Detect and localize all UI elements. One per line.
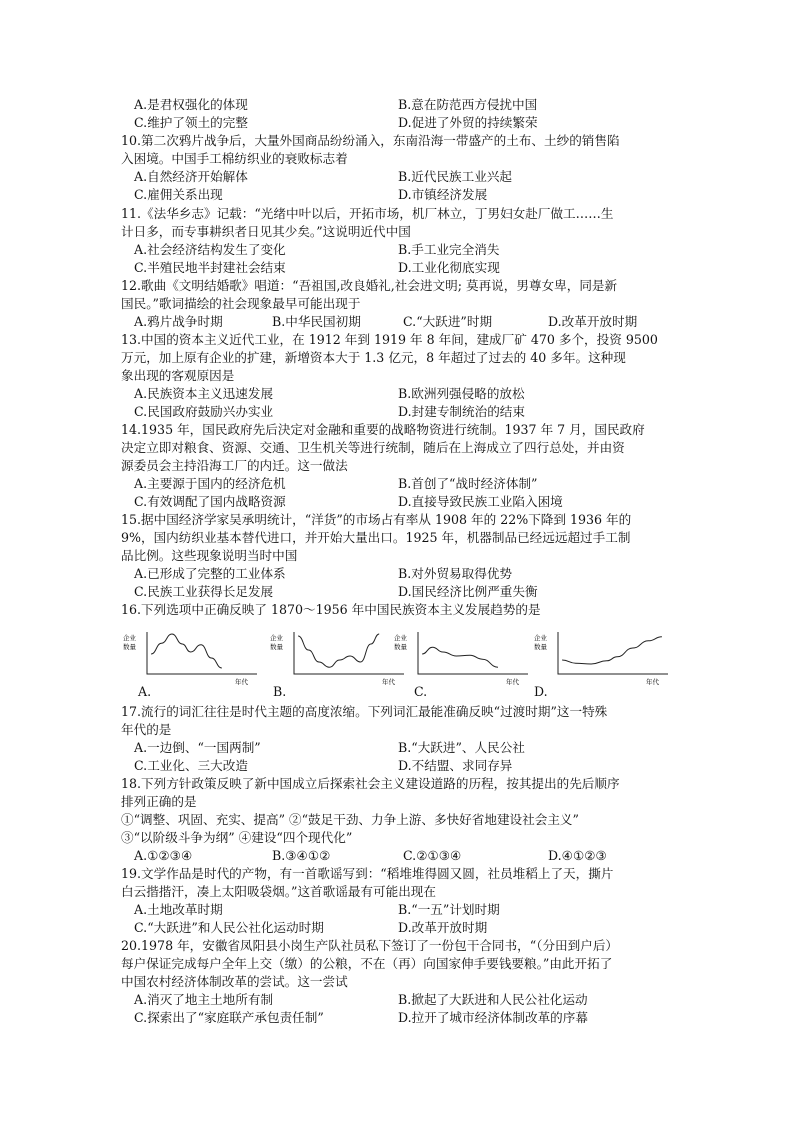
graph-ylabel-top: 企业 [394, 634, 407, 642]
answer-option: C.雇佣关系出现 [134, 187, 223, 202]
answer-option: C.民国政府鼓励兴办实业 [134, 404, 274, 419]
answer-option: C.②①③④ [403, 848, 462, 863]
graph-axes [558, 632, 668, 674]
answer-option: B.欧洲列强侵略的放松 [398, 386, 525, 401]
question-text-line: 白云揩揩汗，凑上太阳吸袋烟。”这首歌谣最有可能出现在 [121, 884, 436, 899]
question-text-line: 入困境。中国手工棉纺织业的衰败标志着 [121, 151, 348, 166]
question-text-line: ①“调整、巩固、充实、提高” ②“鼓足干劲、力争上游、多快好省地建设社会主义” [121, 812, 579, 827]
trend-graph-option [532, 628, 672, 684]
trend-graph-option [392, 628, 532, 684]
graph-ylabel-bottom: 数量 [394, 643, 407, 651]
answer-option: B.近代民族工业兴起 [398, 169, 513, 184]
question-text-line: 17.流行的词汇往往是时代主题的高度浓缩。下列词汇最能准确反映“过渡时期”这一特殊 [121, 704, 608, 719]
answer-option: B.对外贸易取得优势 [398, 566, 513, 581]
graph-option-label: D. [534, 684, 548, 699]
trend-curve [151, 634, 222, 668]
answer-option: D.促进了外贸的持续繁荣 [398, 115, 538, 130]
answer-option: B.中华民国初期 [272, 314, 361, 329]
answer-option: B.意在防范西方侵扰中国 [398, 97, 538, 112]
answer-option: D.④①②③ [548, 848, 607, 863]
graph-ylabel-bottom: 数量 [123, 643, 136, 651]
trend-curve [422, 647, 498, 667]
answer-option: C.“大跃进”和人民公社化运动时期 [134, 920, 324, 935]
answer-option: A.一边倒、“一国两制” [134, 740, 261, 755]
trend-graph-svg [392, 628, 532, 684]
question-text-line: 年代的是 [121, 722, 172, 737]
trend-graph-svg [268, 628, 408, 684]
answer-option: B.掀起了大跃进和人民公社化运动 [398, 992, 588, 1007]
graph-axes [418, 632, 528, 674]
trend-curve [298, 634, 379, 667]
answer-option: D.工业化彻底实现 [398, 260, 500, 275]
question-text-line: 国民。”歌词描绘的社会现象最早可能出现于 [121, 296, 361, 311]
question-text-line: 9%，国内纺织业基本替代进口，并开始大量出口。1925 年，机器制品已经远远超过手工制 [121, 530, 631, 545]
answer-option: A.①②③④ [134, 848, 193, 863]
trend-graph-option [121, 628, 261, 684]
question-text-line: ③“以阶级斗争为纲” ④建设“四个现代化” [121, 830, 353, 845]
graph-ylabel-top: 企业 [534, 634, 547, 642]
question-text-line: 10.第二次鸦片战争后，大量外国商品纷纷涌入，东南沿海一带盛产的土布、土纱的销售陷 [121, 133, 620, 148]
graph-axes [147, 632, 257, 674]
question-text-line: 每户保证完成每户全年上交（缴）的公粮，不在（再）向国家伸手要钱要粮。”由此开拓了 [121, 956, 613, 971]
answer-option: C.民族工业获得长足发展 [134, 584, 274, 599]
answer-option: B.“一五”计划时期 [398, 902, 500, 917]
question-text-line: 14.1935 年，国民政府先后決定对金融和重要的战略物资进行统制。1937 年 7 月，国民政府 [121, 422, 645, 437]
answer-option: D.拉开了城市经济体制改革的序幕 [398, 1010, 588, 1025]
question-text-line: 象出现的客观原因是 [121, 368, 235, 383]
graph-xlabel: 年代 [646, 678, 659, 686]
graph-option-label: B. [273, 684, 287, 699]
answer-option: A.已形成了完整的工业体系 [134, 566, 286, 581]
question-text-line: 16.下列选项中正确反映了 1870～1956 年中国民族资本主义发展趋势的是 [121, 602, 541, 617]
trend-curve [562, 637, 662, 664]
answer-option: A.是君权强化的体现 [134, 97, 248, 112]
question-text-line: 品比例。这些现象说明当时中国 [121, 548, 298, 563]
answer-option: D.直接导致民族工业陷入困境 [398, 494, 563, 509]
graph-xlabel: 年代 [382, 678, 395, 686]
graph-ylabel-bottom: 数量 [270, 643, 283, 651]
answer-option: D.市镇经济发展 [398, 187, 488, 202]
answer-option: B.首创了“战时经济体制” [398, 476, 538, 491]
answer-option: A.主要源于国内的经济危机 [134, 476, 286, 491]
question-text-line: 19.文学作品是时代的产物，有一首歌谣写到：“稻堆堆得圆又圆，社员堆稻上了天，撕片 [121, 866, 614, 881]
graph-axes [294, 632, 404, 674]
answer-option: D.改革开放时期 [398, 920, 488, 935]
question-text-line: 决定立即对粮食、资源、交通、卫生机关等进行统制，随后在上海成立了四行总处，并由资 [121, 440, 625, 455]
graph-ylabel-top: 企业 [270, 634, 283, 642]
graph-xlabel: 年代 [235, 678, 248, 686]
trend-graph-option [268, 628, 408, 684]
graph-xlabel: 年代 [506, 678, 519, 686]
answer-option: A.土地改革时期 [134, 902, 223, 917]
question-text-line: 20.1978 年，安徽省凤阳县小岗生产队社员私下签订了一份包干合同书，“（分田到户后） [121, 938, 619, 953]
question-text-line: 11.《法华乡志》记载：“光绪中叶以后，开拓市场，机厂林立，丁男妇女赴厂做工……生 [121, 206, 614, 221]
answer-option: B.“大跃进”、人民公社 [398, 740, 525, 755]
answer-option: A.鸦片战争时期 [134, 314, 223, 329]
answer-option: D.封建专制统治的结束 [398, 404, 525, 419]
graph-option-label: A. [138, 684, 152, 699]
answer-option: D.国民经济比例严重失衡 [398, 584, 538, 599]
answer-option: A.消灭了地主土地所有制 [134, 992, 274, 1007]
question-text-line: 源委员会主持沿海工厂的内迁。这一做法 [121, 458, 348, 473]
graph-option-label: C. [414, 684, 428, 699]
trend-graph-svg [121, 628, 261, 684]
question-text-line: 计日多，而专事耕织者日见其少矣。”这说明近代中国 [121, 224, 411, 239]
answer-option: B.③④①② [272, 848, 331, 863]
answer-option: C.探索出了“家庭联产承包责任制” [134, 1010, 324, 1025]
answer-option: C.“大跃进”时期 [403, 314, 493, 329]
question-text-line: 中国农村经济体制改革的尝试。这一尝试 [121, 974, 348, 989]
answer-option: D.改革开放时期 [548, 314, 638, 329]
question-text-line: 13.中国的资本主义近代工业，在 1912 年到 1919 年 8 年间，建成厂矿 470 多个，投资 9500 [121, 332, 658, 347]
answer-option: A.社会经济结构发生了变化 [134, 242, 286, 257]
graph-ylabel-bottom: 数量 [534, 643, 547, 651]
question-text-line: 18.下列方针政策反映了新中国成立后探索社会主义建设道路的历程，按其提出的先后顺序 [121, 776, 620, 791]
answer-option: C.维护了领土的完整 [134, 115, 248, 130]
question-text-line: 12.歌曲《文明结婚歌》唱道：“吾祖国,改良婚礼,社会进文明; 莫再说，男尊女卑，同是新 [121, 278, 618, 293]
answer-option: A.民族资本主义迅速发展 [134, 386, 274, 401]
question-text-line: 15.据中国经济学家吴承明统计，“洋货”的市场占有率从 1908 年的 22%下降到 1936 年的 [121, 512, 632, 527]
question-text-line: 排列正确的是 [121, 794, 197, 809]
answer-option: C.工业化、三大改造 [134, 758, 248, 773]
answer-option: A.自然经济开始解体 [134, 169, 248, 184]
answer-option: B.手工业完全消失 [398, 242, 500, 257]
trend-graph-svg [532, 628, 672, 684]
graph-ylabel-top: 企业 [123, 634, 136, 642]
answer-option: D.不结盟、求同存异 [398, 758, 513, 773]
answer-option: C.有效调配了国内战略资源 [134, 494, 286, 509]
question-text-line: 万元，加上原有企业的扩建，新增资本大于 1.3 亿元，8 年超过了过去的 40 多年。这种现 [121, 350, 626, 365]
answer-option: C.半殖民地半封建社会结束 [134, 260, 286, 275]
